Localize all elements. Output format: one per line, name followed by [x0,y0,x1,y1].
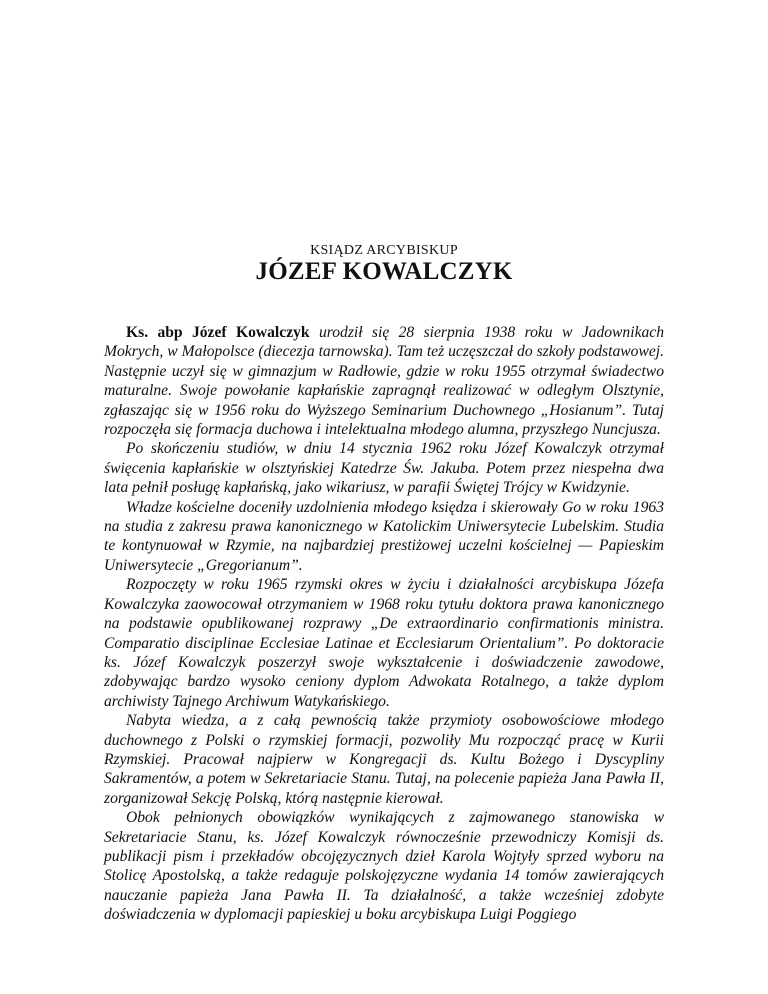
paragraph-5: Nabyta wiedza, a z całą pewnością także przymioty osobowościowe młodego duchownego z Polski o rzymskiej formacji, pozwoliły Mu rozpocząć pracę w Kurii Rzymskiej. Pracował najpierw w Kongregacji ds. Kultu Bożego i Dyscypliny Sakramentów, a potem w Sekretariacie Stanu. Tutaj, na polecenie papieża Jana Pawła II, zorganizował Sekcję Polską, którą następnie kierował. [104,712,664,807]
paragraph-2: Po skończeniu studiów, w dniu 14 stycznia 1962 roku Józef Kowalczyk otrzymał święcenia kapłańskie w olsztyńskiej Katedrze Św. Jakuba. Potem przez niespełna dwa lata pełnił posługę kapłańską, jako wikariusz, w parafii Świętej Trójcy w Kwidzynie. [104,440,664,497]
body-text [104,323,664,925]
title-kicker: KSIĄDZ ARCYBISKUP [310,243,458,258]
paragraph-6: Obok pełnionych obowiązków wynikających z zajmowanego stanowiska w Sekretariacie Stanu, ks. Józef Kowalczyk równocześnie przewodniczy Komisji ds. publikacji pism i przekładów obcojęzycznych dzieł Karola Wojtyły sprzed wyboru na Stolicę Apostolską, a także redaguje polskojęzyczne wydania 14 tomów zawierających nauczanie papieża Jana Pawła II. Ta działalność, a także wcześniej zdobyte doświadczenia w dyplomacji papieskiej u boku arcybiskupa Luigi Poggiego [104,809,664,924]
paragraph-4: Rozpoczęty w roku 1965 rzymski okres w życiu i działalności arcybiskupa Józefa Kowalczyka zaowocował otrzymaniem w 1968 roku tytułu doktora prawa kanonicznego na podstawie opublikowanej rozprawy „De extraordinario confirmationis ministra. Comparatio disciplinae Ecclesiae Latinae et Ecclesiarum Orientalium”. Po doktoracie ks. Józef Kowalczyk poszerzył swoje wykształcenie i doświadczenie zawodowe, zdobywając bardzo wysoko ceniony dyplom Adwokata Rotalnego, a także dyplom archiwisty Tajnego Archiwum Watykańskiego. [104,576,664,710]
paragraph-1-text: urodził się 28 sierpnia 1938 roku w Jadownikach Mokrych, w Małopolsce (diecezja tarnowska). Tam też uczęszczał do szkoły podstawowej. Następnie uczył się w gimnazjum w Radłowie, gdzie w roku 1955 otrzymał świadectwo maturalne. Swoje powołanie kapłańskie zapragnął realizować w odległym Olsztynie, zgłaszając się w 1956 roku do Wyższego Seminarium Duchownego „Hosianum”. Tutaj rozpoczęła się formacja duchowa i intelektualna młodego alumna, przyszłego Nuncjusza. [104,324,665,439]
paragraph-1 [104,323,664,439]
lead-name: Ks. abp Józef Kowalczyk [126,324,310,341]
paragraph-3: Władze kościelne doceniły uzdolnienia młodego księdza i skierowały Go w roku 1963 na studia z zakresu prawa kanonicznego w Katolickim Uniwersytecie Lubelskim. Studia te kontynuował w Rzymie, na najbardziej prestiżowej uczelni kościelnej — Papieskim Uniwersytecie „Gregorianum”. [104,498,664,574]
page-title: JÓZEF KOWALCZYK [255,258,513,285]
